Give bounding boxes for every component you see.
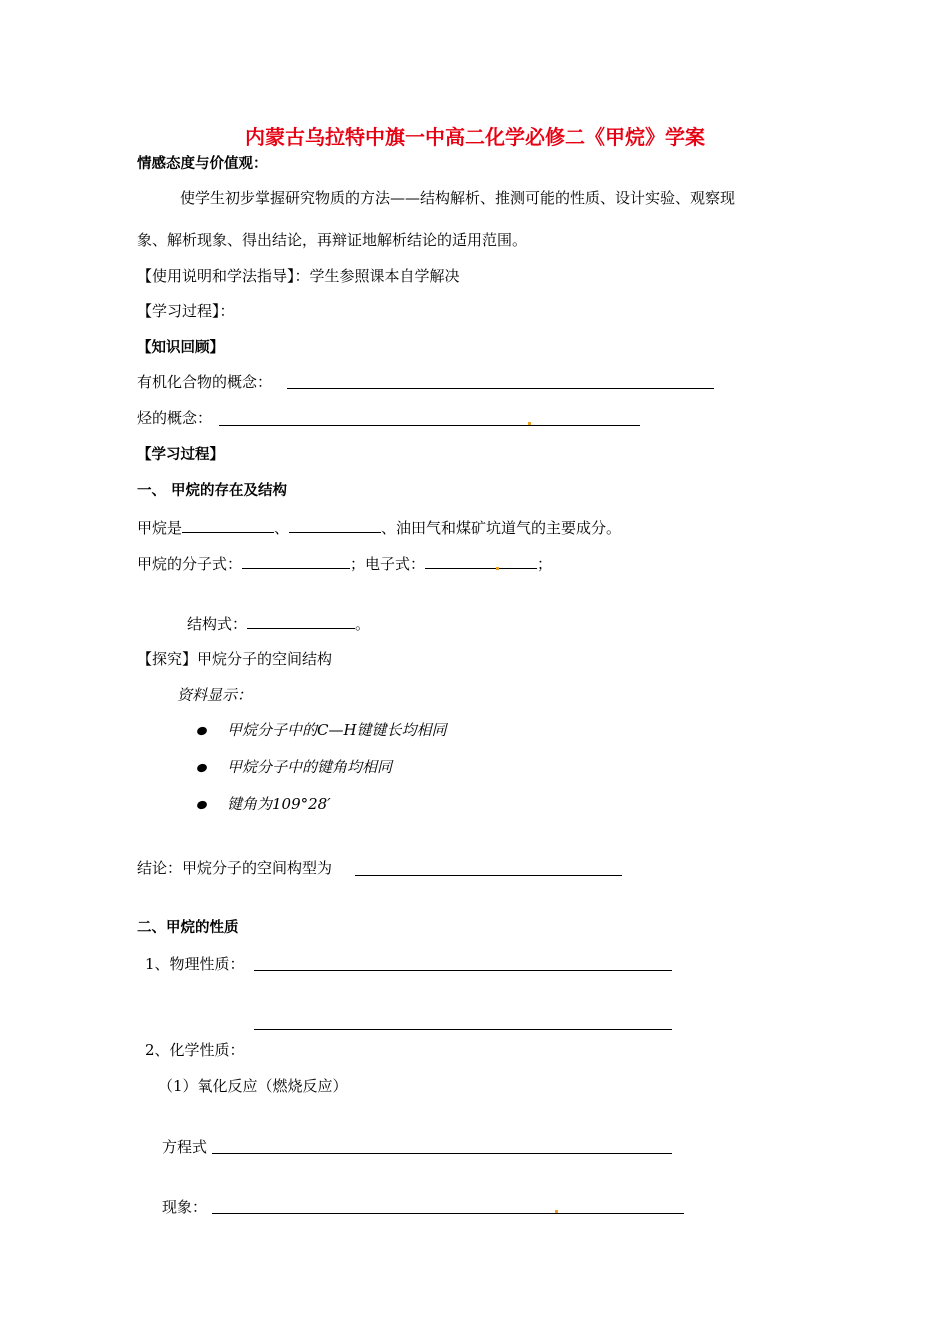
methane-existence-suffix: 、油田气和煤矿坑道气的主要成分。 (381, 519, 622, 537)
usage-guide: 【使用说明和学法指导】：学生参照课本自学解决 (137, 267, 460, 285)
electron-formula-blank[interactable] (425, 553, 537, 569)
structural-formula-label: 结构式： (187, 615, 248, 633)
attitude-paragraph-line2: 象、解析现象、得出结论，再辩证地解析结论的适用范围。 (137, 231, 528, 249)
physical-property-label: 1、物理性质： (145, 955, 245, 973)
explore-label: 【探究】甲烷分子的空间结构 (137, 650, 333, 668)
molecular-formula-blank[interactable] (242, 553, 350, 569)
organic-compound-answer-line[interactable] (287, 388, 714, 389)
structural-formula-blank[interactable] (247, 613, 355, 629)
bullet-item-2 (197, 757, 392, 777)
section1-heading: 一、 甲烷的存在及结构 (137, 483, 288, 499)
bullet-item-1 (197, 720, 447, 740)
scan-mark (528, 422, 531, 425)
existence-separator: 、 (274, 519, 290, 537)
chemical-property-label: 2、化学性质： (145, 1041, 245, 1059)
physical-property-answer-line-2[interactable] (254, 1029, 672, 1030)
learning-process-label-1: 【学习过程】： (137, 302, 235, 320)
document-title: 内蒙古乌拉特中旗一中高二化学必修二《甲烷》学案 (245, 125, 705, 149)
existence-blank-2[interactable] (289, 517, 381, 533)
electron-formula-label: ；电子式： (350, 555, 426, 573)
bullet-icon (196, 800, 208, 811)
equation-answer-line[interactable] (212, 1153, 672, 1154)
methane-formula-line (137, 553, 552, 574)
attitude-heading: 情感态度与价值观： (137, 156, 268, 172)
scan-mark (555, 1210, 558, 1213)
attitude-paragraph-line1: 使学生初步掌握研究物质的方法——结构解析、推测可能的性质、设计实验、观察现 (180, 189, 736, 207)
bullet-text-1: 甲烷分子中的C—H键键长均相同 (227, 721, 447, 739)
organic-compound-label: 有机化合物的概念： (137, 373, 273, 391)
bullet-icon (196, 763, 208, 774)
learning-process-heading: 【学习过程】 (137, 447, 224, 463)
hydrocarbon-answer-line[interactable] (219, 425, 640, 426)
electron-formula-end: ； (537, 555, 553, 573)
scan-mark (496, 567, 499, 570)
structural-formula-end: 。 (355, 615, 371, 633)
knowledge-review-heading: 【知识回顾】 (137, 340, 224, 356)
methane-existence-prefix: 甲烷是 (137, 519, 183, 537)
hydrocarbon-label: 烃的概念： (137, 409, 213, 427)
conclusion-answer-line[interactable] (355, 875, 622, 876)
section2-heading: 二、甲烷的性质 (137, 920, 239, 936)
conclusion-label: 结论：甲烷分子的空间构型为 (137, 859, 333, 877)
methane-existence-line (137, 517, 621, 538)
equation-label: 方程式 (162, 1138, 208, 1156)
bullet-item-3 (197, 794, 331, 814)
bullet-text-3: 键角为109°28′ (227, 795, 331, 813)
molecular-formula-label: 甲烷的分子式： (137, 555, 243, 573)
bullet-text-2: 甲烷分子中的键角均相同 (227, 758, 393, 776)
phenomenon-answer-line[interactable] (212, 1213, 684, 1214)
existence-blank-1[interactable] (182, 517, 274, 533)
data-shows-label: 资料显示： (177, 686, 253, 704)
oxidation-reaction-label: （1）氧化反应（燃烧反应） (158, 1077, 348, 1095)
phenomenon-label: 现象： (162, 1198, 208, 1216)
bullet-icon (196, 726, 208, 737)
structural-formula-line (187, 613, 370, 634)
physical-property-answer-line-1[interactable] (254, 970, 672, 971)
